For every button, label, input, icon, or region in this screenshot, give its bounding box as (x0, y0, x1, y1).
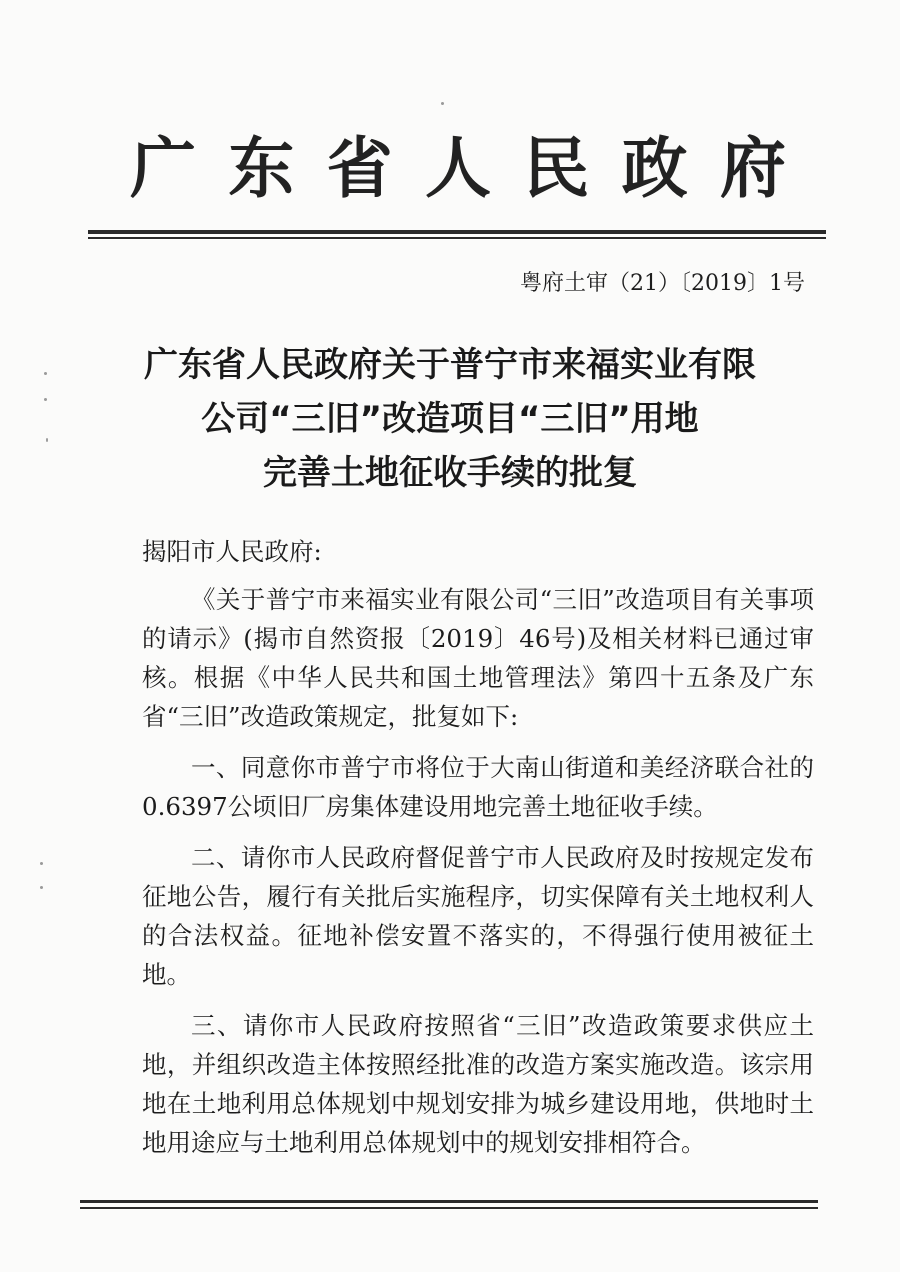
title-line: 广东省人民政府关于普宁市来福实业有限 (144, 345, 756, 385)
body-paragraph: 二、请你市人民政府督促普宁市人民政府及时按规定发布征地公告，履行有关批后实施程序，切实保障有关土地权利人的合法权益。征地补偿安置不落实的，不得强行使用被征土地。 (142, 843, 814, 989)
header-char: 广 (130, 129, 196, 207)
document-title (100, 338, 800, 500)
header-char: 东 (228, 129, 295, 207)
header-char: 府 (719, 129, 786, 207)
scan-mark (441, 102, 444, 105)
body-paragraph: 一、同意你市普宁市将位于大南山街道和美经济联合社的0.6397公顷旧厂房集体建设用地完善土地征收手续。 (142, 753, 814, 821)
header-char: 省 (326, 129, 393, 207)
title-line: 公司“三旧”改造项目“三旧”用地 (201, 399, 699, 439)
scan-mark (44, 398, 47, 401)
scan-mark (40, 886, 43, 889)
scan-mark (44, 372, 47, 375)
header-char: 人 (424, 129, 491, 207)
header-rule-thin (88, 237, 826, 239)
body-paragraph: 《关于普宁市来福实业有限公司“三旧”改造项目有关事项的请示》(揭市自然资报〔2019〕46号)及相关材料已通过审核。根据《中华人民共和国土地管理法》第四十五条及广东省“三旧”改造政策规定，批复如下: (142, 585, 814, 731)
addressee: 揭阳市人民政府: (142, 537, 322, 566)
footer-rule-thin (80, 1207, 818, 1209)
footer-rule-thick (80, 1200, 818, 1203)
scan-mark (40, 862, 43, 865)
header-rule-thick (88, 230, 826, 234)
header-char: 政 (621, 129, 688, 207)
document-number: 粤府土审（21）〔2019〕1号 (520, 271, 805, 296)
title-line: 完善土地征收手续的批复 (263, 453, 637, 493)
body-paragraph: 三、请你市人民政府按照省“三旧”改造政策要求供应土地，并组织改造主体按照经批准的改造方案实施改造。该宗用地在土地利用总体规划中规划安排为城乡建设用地，供地时土地用途应与土地利用总体规划中的规划安排相符合。 (142, 1011, 814, 1157)
issuing-authority-header (128, 128, 788, 208)
header-char: 民 (523, 129, 590, 207)
scan-mark (46, 438, 48, 442)
document-body (142, 580, 814, 1162)
